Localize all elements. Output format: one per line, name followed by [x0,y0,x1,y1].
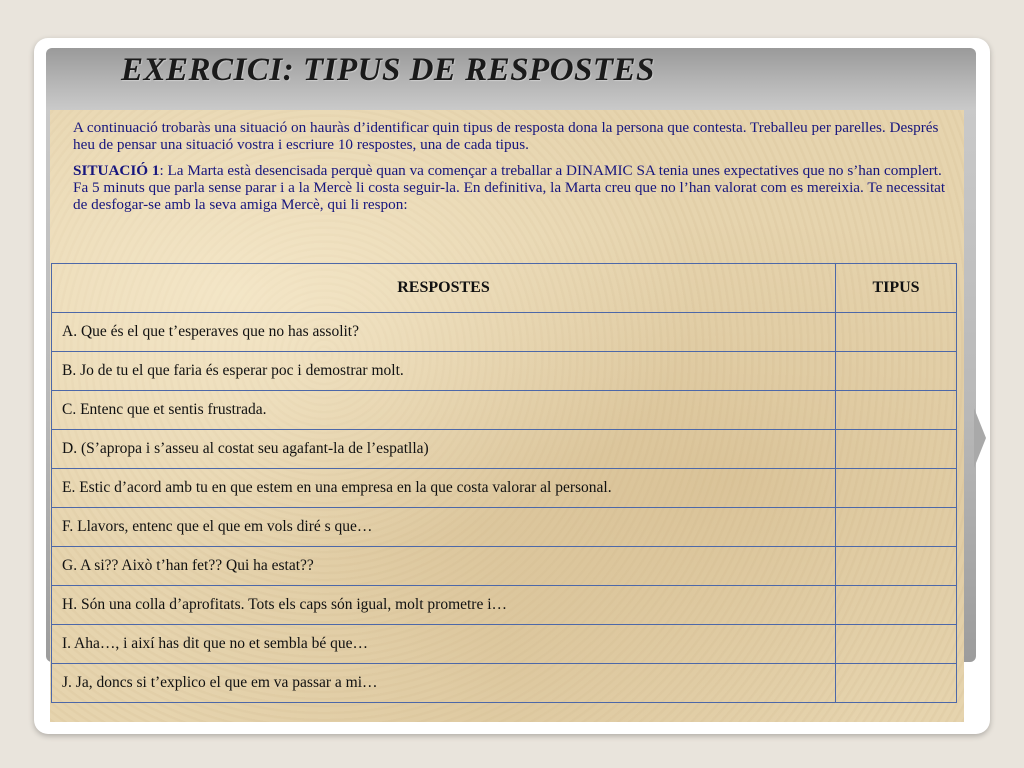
instructions-text: A continuació trobaràs una situació on hauràs d’identificar quin tipus de resposta dona la persona que contesta. Treballeu per parelles. Després heu de pensar una situació vostra i escriure 10 respostes, una de cada tipus. [73,119,939,153]
table-row [52,469,957,508]
type-cell[interactable] [836,547,957,586]
response-cell: H. Són una colla d’aprofitats. Tots els caps són igual, molt prometre i… [52,586,836,625]
table-header-row [52,264,957,313]
table-row [52,430,957,469]
table-row [52,391,957,430]
page-title: EXERCICI: TIPUS DE RESPOSTES [121,52,655,88]
table-row [52,508,957,547]
header-type: TIPUS [836,264,957,313]
response-cell: B. Jo de tu el que faria és esperar poc i demostrar molt. [52,352,836,391]
type-cell[interactable] [836,625,957,664]
response-cell: I. Aha…, i així has dit que no et sembla bé que… [52,625,836,664]
table-row [52,625,957,664]
response-cell: J. Ja, doncs si t’explico el que em va passar a mi… [52,664,836,703]
table-row [52,352,957,391]
type-cell[interactable] [836,430,957,469]
type-cell[interactable] [836,664,957,703]
table-row [52,313,957,352]
response-cell: E. Estic d’acord amb tu en que estem en una empresa en la que costa valorar al personal. [52,469,836,508]
type-cell[interactable] [836,352,957,391]
responses-table [51,263,957,703]
table-row [52,664,957,703]
response-cell: F. Llavors, entenc que el que em vols diré s que… [52,508,836,547]
table-row [52,586,957,625]
type-cell[interactable] [836,508,957,547]
type-cell[interactable] [836,586,957,625]
response-cell: A. Que és el que t’esperaves que no has assolit? [52,313,836,352]
situation-paragraph [73,162,953,213]
response-cell: D. (S’apropa i s’asseu al costat seu agafant-la de l’espatlla) [52,430,836,469]
response-cell: G. A si?? Això t’han fet?? Qui ha estat?? [52,547,836,586]
situation-label: SITUACIÓ 1 [73,162,160,179]
situation-text: : La Marta està desencisada perquè quan va començar a treballar a DINAMIC SA tenia unes expectatives que no s’han complert. Fa 5 minuts que parla sense parar i a la Mercè li costa seguir-la. En definitiva, la Marta creu que no l’han valorat com es mereixia. Te necessitat de desfogar-se amb la seva amiga Mercè, qui li respon: [73,162,946,213]
response-cell: C. Entenc que et sentis frustrada. [52,391,836,430]
type-cell[interactable] [836,469,957,508]
type-cell[interactable] [836,391,957,430]
type-cell[interactable] [836,313,957,352]
table-row [52,547,957,586]
header-responses: RESPOSTES [52,264,836,313]
instructions-block [73,119,953,213]
